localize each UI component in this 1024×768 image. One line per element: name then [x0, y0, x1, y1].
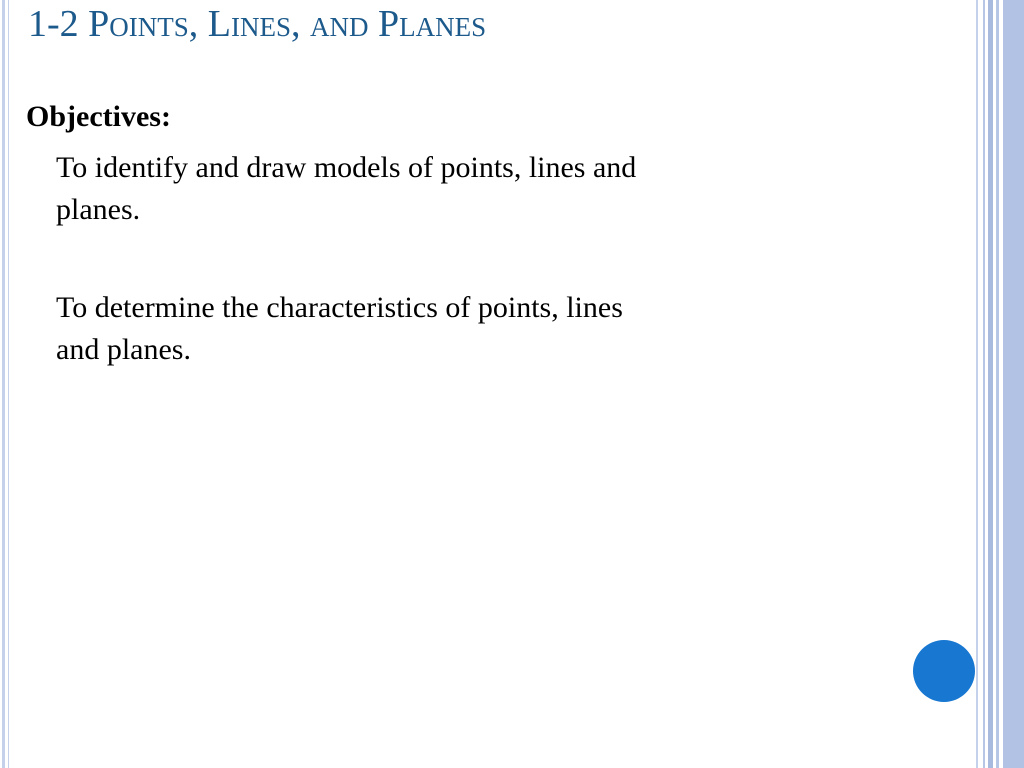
- objective-line: To determine the characteristics of points, lines: [56, 291, 623, 324]
- objective-line: To identify and draw models of points, lines and: [56, 151, 637, 184]
- slide-title: 1-2 Points, Lines, and Planes: [28, 3, 487, 45]
- objective-line: and planes.: [56, 333, 191, 366]
- objective-item: [56, 287, 856, 371]
- right-border-stripe: [996, 0, 999, 768]
- right-border-stripe: [983, 0, 985, 768]
- decorative-circle-icon: [913, 640, 975, 702]
- left-border-line: [8, 0, 9, 768]
- objectives-heading: Objectives:: [26, 100, 171, 133]
- right-border-stripe: [988, 0, 993, 768]
- objective-line: planes.: [56, 193, 141, 226]
- objective-item: [56, 147, 856, 231]
- right-border-band: [1003, 0, 1024, 768]
- left-border-line: [2, 0, 5, 768]
- right-border-stripe: [976, 0, 978, 768]
